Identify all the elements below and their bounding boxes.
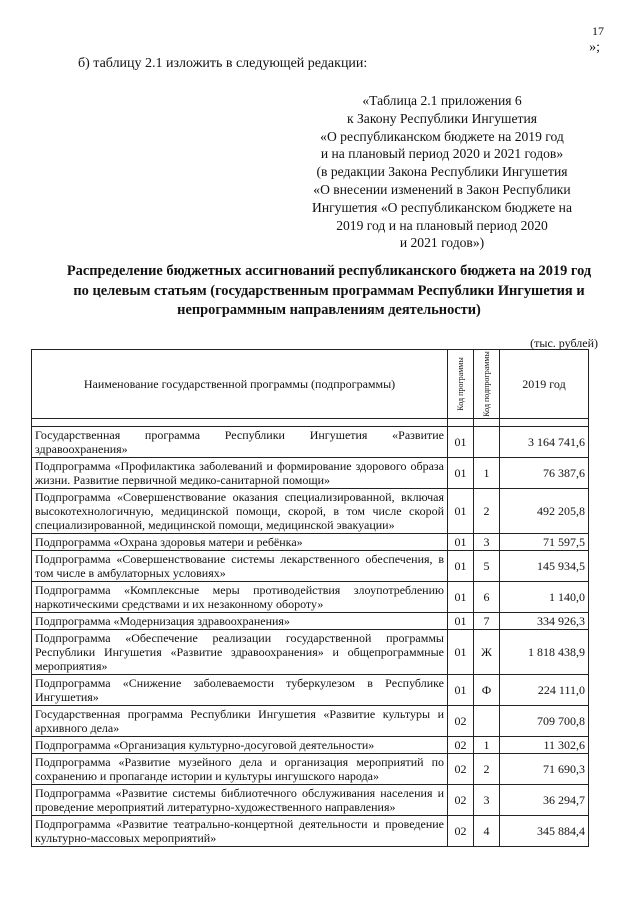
table-row	[32, 427, 589, 458]
row-amount-cell: 71 597,5	[500, 534, 589, 551]
row-name-cell: Подпрограмма «Охрана здоровья матери и ребёнка»	[32, 534, 448, 551]
row-program-code-cell: 01	[448, 630, 474, 675]
header-name: Наименование государственной программы (подпрограммы)	[32, 350, 448, 419]
row-subprogram-code-cell: Ф	[474, 675, 500, 706]
table-row	[32, 613, 589, 630]
row-name-cell: Подпрограмма «Обеспечение реализации государственной программы Республики Ингушетия «Развитие здравоохранения» и общепрограммные мероприятия»	[32, 630, 448, 675]
header-program-code	[448, 350, 474, 419]
unit-label: (тыс. рублей)	[530, 336, 598, 350]
row-program-code-cell: 02	[448, 737, 474, 754]
table-header-row	[32, 350, 589, 419]
row-amount-cell: 1 140,0	[500, 582, 589, 613]
row-name-cell: Подпрограмма «Снижение заболеваемости туберкулезом в Республике Ингушетия»	[32, 675, 448, 706]
table-spacer-row	[32, 419, 589, 427]
table-row	[32, 582, 589, 613]
row-name-cell: Подпрограмма «Совершенствование системы лекарственного обеспечения, в том числе в амбулаторных условиях»	[32, 551, 448, 582]
row-subprogram-code-cell: 1	[474, 458, 500, 489]
row-subprogram-code-cell: 7	[474, 613, 500, 630]
table-body	[32, 419, 589, 847]
budget-table	[31, 349, 589, 847]
row-program-code-cell: 01	[448, 489, 474, 534]
row-amount-cell: 76 387,6	[500, 458, 589, 489]
header-line: Ингушетия «О республиканском бюджете на	[312, 199, 572, 215]
row-program-code-cell: 02	[448, 754, 474, 785]
row-subprogram-code-cell: 2	[474, 489, 500, 534]
row-name-cell: Подпрограмма «Развитие театрально-концертной деятельности и проведение культурно-массовых мероприятий»	[32, 816, 448, 847]
row-amount-cell: 492 205,8	[500, 489, 589, 534]
header-line: и 2021 годов»)	[399, 235, 485, 251]
row-name-cell: Подпрограмма «Модернизация здравоохранения»	[32, 613, 448, 630]
header-line: и на плановый период 2020 и 2021 годов»	[320, 146, 564, 162]
row-program-code-cell: 01	[448, 427, 474, 458]
document-title: Распределение бюджетных ассигнований республиканского бюджета на 2019 год по целевым статьям (государственным программам Республики Ингушетия и непрограммным направлениям деятельности)	[66, 263, 592, 318]
row-program-code-cell: 02	[448, 706, 474, 737]
row-name-cell: Подпрограмма «Профилактика заболеваний и формирование здорового образа жизни. Развитие первичной медико-санитарной помощи»	[32, 458, 448, 489]
row-subprogram-code-cell	[474, 706, 500, 737]
row-program-code-cell: 01	[448, 582, 474, 613]
row-program-code-cell: 01	[448, 458, 474, 489]
header-year: 2019 год	[500, 350, 589, 419]
table-row	[32, 458, 589, 489]
row-program-code-cell: 01	[448, 675, 474, 706]
header-line: «О внесении изменений в Закон Республики	[313, 181, 571, 197]
row-name-cell: Подпрограмма «Организация культурно-досуговой деятельности»	[32, 737, 448, 754]
row-program-code-cell: 02	[448, 785, 474, 816]
table-row	[32, 737, 589, 754]
table-row	[32, 706, 589, 737]
spacer-cell	[448, 419, 474, 427]
spacer-cell	[474, 419, 500, 427]
row-amount-cell: 3 164 741,6	[500, 427, 589, 458]
table-row	[32, 785, 589, 816]
row-subprogram-code-cell: 6	[474, 582, 500, 613]
page-number: 17	[592, 24, 604, 38]
row-name-cell: Подпрограмма «Развитие системы библиотечного обслуживания населения и проведение мероприятий литературно-художественного направления»	[32, 785, 448, 816]
row-amount-cell: 11 302,6	[500, 737, 589, 754]
table-row	[32, 816, 589, 847]
header-subprogram-code	[474, 350, 500, 419]
row-amount-cell: 71 690,3	[500, 754, 589, 785]
row-subprogram-code-cell: 3	[474, 785, 500, 816]
row-program-code-cell: 01	[448, 534, 474, 551]
table-row	[32, 551, 589, 582]
table-row	[32, 630, 589, 675]
header-program-code-text: Код программы	[455, 357, 465, 411]
header-line: «Таблица 2.1 приложения 6	[362, 93, 522, 108]
row-subprogram-code-cell: 4	[474, 816, 500, 847]
table-row	[32, 489, 589, 534]
header-subprogram-code-text: Код подпрограммы	[481, 351, 491, 417]
table-row	[32, 675, 589, 706]
row-name-cell: Государственная программа Республики Ингушетия «Развитие здравоохранения»	[32, 427, 448, 458]
table-reference-header	[262, 92, 622, 252]
row-subprogram-code-cell: Ж	[474, 630, 500, 675]
row-program-code-cell: 01	[448, 613, 474, 630]
row-subprogram-code-cell: 2	[474, 754, 500, 785]
header-line: (в редакции Закона Республики Ингушетия	[316, 164, 568, 180]
row-name-cell: Подпрограмма «Развитие музейного дела и организация мероприятий по сохранению и пропаганде истории и культуры ингушского народа»	[32, 754, 448, 785]
row-subprogram-code-cell: 3	[474, 534, 500, 551]
row-amount-cell: 709 700,8	[500, 706, 589, 737]
header-line: 2019 год и на плановый период 2020	[336, 217, 548, 233]
amendment-instruction: б) таблицу 2.1 изложить в следующей редакции:	[78, 56, 368, 71]
row-amount-cell: 224 111,0	[500, 675, 589, 706]
table-row	[32, 754, 589, 785]
row-name-cell: Государственная программа Республики Ингушетия «Развитие культуры и архивного дела»	[32, 706, 448, 737]
row-name-cell: Подпрограмма «Комплексные меры противодействия злоупотреблению наркотическими средствами и их незаконному обороту»	[32, 582, 448, 613]
spacer-cell	[32, 419, 448, 427]
row-amount-cell: 145 934,5	[500, 551, 589, 582]
row-name-cell: Подпрограмма «Совершенствование оказания специализированной, включая высокотехнологичную, медицинской помощи, скорой, в том числе скорой специализированной, медицинской помощи, медицинской эвакуации»	[32, 489, 448, 534]
row-program-code-cell: 02	[448, 816, 474, 847]
row-amount-cell: 334 926,3	[500, 613, 589, 630]
spacer-cell	[500, 419, 589, 427]
row-program-code-cell: 01	[448, 551, 474, 582]
row-amount-cell: 1 818 438,9	[500, 630, 589, 675]
row-amount-cell: 36 294,7	[500, 785, 589, 816]
row-amount-cell: 345 884,4	[500, 816, 589, 847]
header-line: к Закону Республики Ингушетия	[346, 110, 538, 126]
row-subprogram-code-cell	[474, 427, 500, 458]
row-subprogram-code-cell: 5	[474, 551, 500, 582]
header-line: «О республиканском бюджете на 2019 год	[320, 128, 564, 144]
table-row	[32, 534, 589, 551]
row-subprogram-code-cell: 1	[474, 737, 500, 754]
closing-quote: »;	[589, 40, 600, 55]
